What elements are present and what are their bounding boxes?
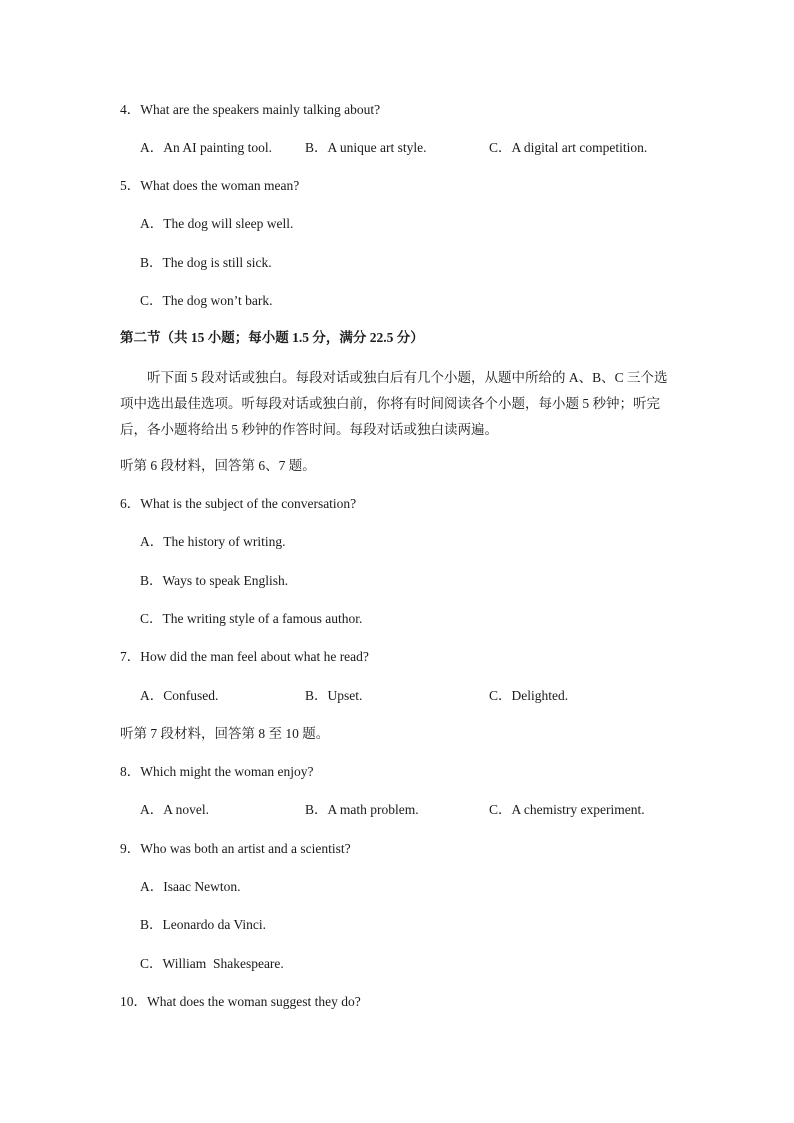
q7-option-b: B．Upset. xyxy=(305,688,363,703)
q4-option-a: A．An AI painting tool. xyxy=(140,140,272,155)
question-4: 4．What are the speakers mainly talking about? xyxy=(120,102,381,117)
q6-option-b: B．Ways to speak English. xyxy=(140,573,289,588)
section-heading: 第二节（共 15 小题；每小题 1.5 分，满分 22.5 分） xyxy=(120,330,424,345)
q9-option-b: B．Leonardo da Vinci. xyxy=(140,917,267,932)
q5-option-b: B．The dog is still sick. xyxy=(140,255,272,270)
q8-option-c: C．A chemistry experiment. xyxy=(489,802,645,817)
q4-option-b: B．A unique art style. xyxy=(305,140,427,155)
passage-6-label: 听第 6 段材料，回答第 6、7 题。 xyxy=(120,458,316,473)
q7-option-a: A．Confused. xyxy=(140,688,219,703)
question-7: 7．How did the man feel about what he read? xyxy=(120,649,369,664)
q7-option-c: C．Delighted. xyxy=(489,688,569,703)
question-8: 8．Which might the woman enjoy? xyxy=(120,764,314,779)
question-9: 9．Who was both an artist and a scientist? xyxy=(120,841,351,856)
passage-7-label: 听第 7 段材料，回答第 8 至 10 题。 xyxy=(120,726,330,741)
q9-option-c: C．William Shakespeare. xyxy=(140,956,284,971)
section-instructions: 听下面 5 段对话或独白。每段对话或独白后有几个小题，从题中所给的 A、B、C 三个选项中选出最佳选项。听每段对话或独白前，你将有时间阅读各个小题，每小题 5 秒钟；听完后，各小题将给出 5 秒钟的作答时间。每段对话或独白读两遍。 xyxy=(120,370,668,437)
q8-option-b: B．A math problem. xyxy=(305,802,419,817)
question-5: 5．What does the woman mean? xyxy=(120,178,300,193)
q5-option-a: A．The dog will sleep well. xyxy=(140,216,294,231)
question-6: 6．What is the subject of the conversation? xyxy=(120,496,357,511)
q8-option-a: A．A novel. xyxy=(140,802,209,817)
q5-option-c: C．The dog won’t bark. xyxy=(140,293,273,308)
q6-option-c: C．The writing style of a famous author. xyxy=(140,611,363,626)
q9-option-a: A．Isaac Newton. xyxy=(140,879,241,894)
q4-option-c: C．A digital art competition. xyxy=(489,140,648,155)
question-10: 10．What does the woman suggest they do? xyxy=(120,994,361,1009)
q6-option-a: A．The history of writing. xyxy=(140,534,286,549)
